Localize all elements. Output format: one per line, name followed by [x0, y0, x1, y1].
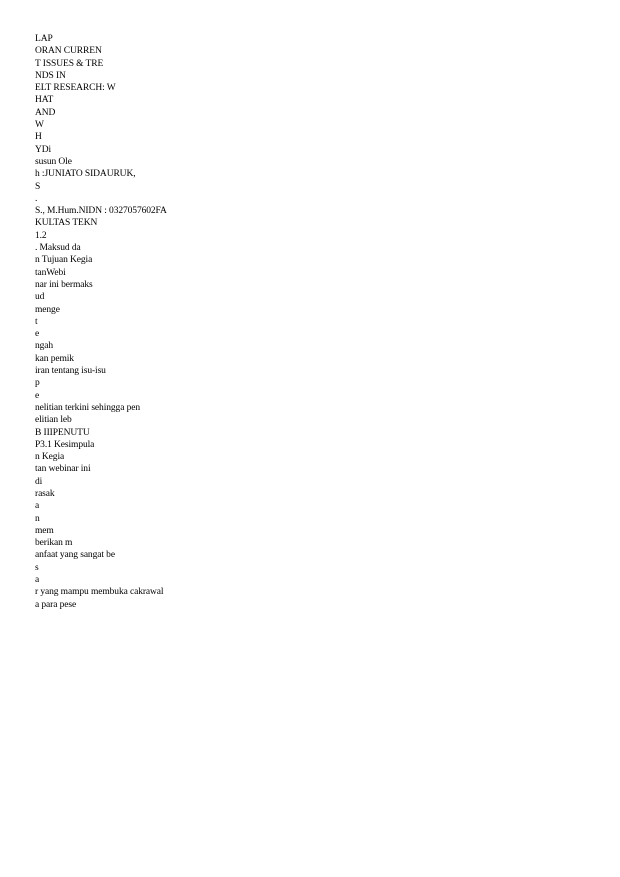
text-line: 1.2 [35, 230, 47, 241]
text-line: t [35, 316, 38, 327]
text-line: rasak [35, 488, 55, 499]
text-line: s [35, 562, 39, 573]
text-line: tan webinar ini [35, 464, 91, 475]
text-line: ORAN CURREN [35, 46, 102, 57]
text-line: p [35, 378, 40, 389]
text-line: B IIIPENUTU [35, 427, 90, 438]
text-line: AND [35, 107, 56, 118]
text-line: n Kegia [35, 452, 65, 463]
text-line: T ISSUES & TRE [35, 58, 104, 69]
text-line: H [35, 132, 42, 143]
text-line: HAT [35, 95, 54, 106]
text-line: anfaat yang sangat be [35, 550, 115, 561]
text-line: susun Ole [35, 156, 72, 167]
text-line: n [35, 513, 40, 524]
text-line: W [35, 120, 44, 131]
text-line: NDS IN [35, 70, 66, 81]
text-line: elitian leb [35, 415, 72, 426]
text-line: . Maksud da [35, 243, 81, 254]
text-line: n Tujuan Kegia [35, 255, 93, 266]
text-line: h :JUNIATO SIDAURUK, [35, 169, 136, 180]
document-text [35, 33, 167, 611]
text-line: a [35, 501, 40, 512]
text-line: r yang mampu membuka cakrawal [35, 587, 164, 598]
text-line: a [35, 575, 40, 586]
text-line: berikan m [35, 538, 73, 549]
text-line: S., M.Hum.NIDN : 0327057602FA [35, 206, 167, 217]
text-line: . [35, 193, 38, 204]
text-line: LAP [35, 34, 53, 44]
text-line: e [35, 390, 40, 401]
text-line: nelitian terkini sehingga pen [35, 402, 141, 413]
text-line: kan pemik [35, 353, 74, 364]
text-line: menge [35, 304, 60, 315]
text-line: nar ini bermaks [35, 279, 93, 290]
text-line: ngah [35, 341, 54, 352]
text-line: mem [35, 525, 54, 536]
text-line: KULTAS TEKN [35, 218, 98, 229]
text-line: ELT RESEARCH: W [35, 83, 116, 94]
text-line: a para pese [35, 599, 77, 610]
text-line: tanWebi [35, 267, 66, 278]
text-line: di [35, 476, 43, 487]
text-line: ud [35, 292, 45, 303]
text-line: P3.1 Kesimpula [35, 439, 95, 450]
text-line: YDi [35, 144, 52, 155]
text-line: iran tentang isu-isu [35, 366, 106, 377]
text-line: S [35, 181, 41, 192]
text-line: e [35, 329, 40, 340]
